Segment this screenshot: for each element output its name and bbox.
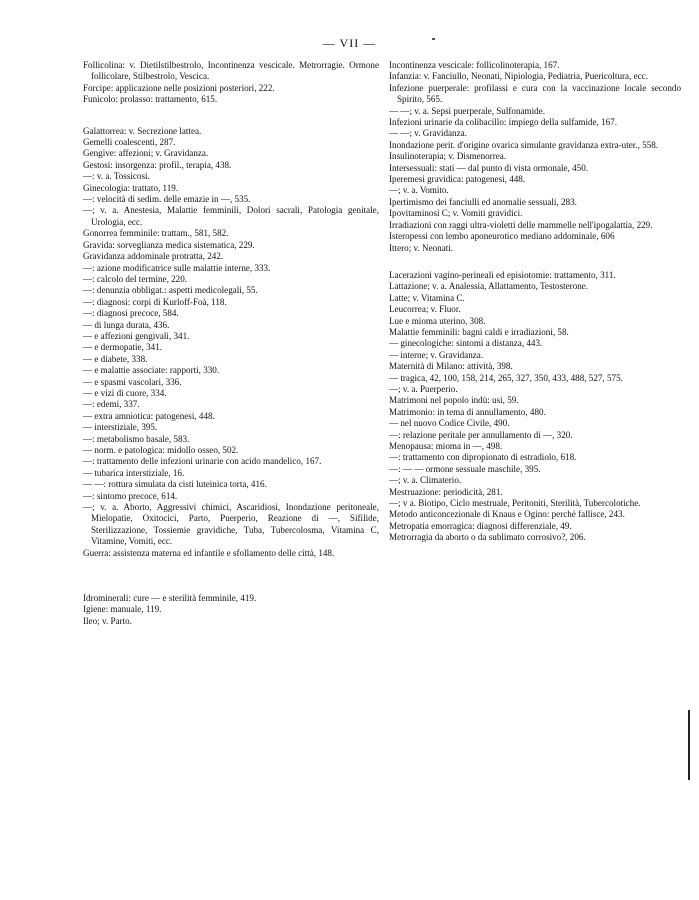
index-entry: —; v. a. Aborto, Aggressivi chimici, Ascaridiosi, Inondazione peritoneale, Mielopatie, Oxitocici, Parto, Puerperio, Reazione di —, Sifilide, Sterilizzazione, Tossiemie gravidiche, Tuba, Tubercolosma, Vitamina C, Vitamine, Vomiti, ecc. xyxy=(83,502,379,547)
index-entry: Ginecologia: trattato, 119. xyxy=(83,182,179,193)
index-entry: Inondazione perit. d'origine ovarica simulante gravidanza extra-uter., 558. xyxy=(389,139,659,150)
index-entry: Menopausa: mioma in —, 498. xyxy=(389,441,503,451)
index-entry: Leucorrea; v. Fluor. xyxy=(389,304,461,315)
index-entry: —; v a. Biotipo, Ciclo mestruale, Peritoniti, Sterilità, Tubercolotiche. xyxy=(389,498,641,509)
index-entry: Intersessuali: stati — dal punto di vista ormonale, 450. xyxy=(389,162,589,173)
index-entry: Ipertimismo dei fanciulli ed anomalie sessuali, 283. xyxy=(389,196,577,207)
index-section xyxy=(389,270,681,544)
index-entry: Gengive: affezioni; v. Gravidanza. xyxy=(83,148,209,159)
index-entry: — interne; v. Gravidanza. xyxy=(389,349,484,360)
index-entry: Iperemesi gravidica: patogenesi, 448. xyxy=(389,174,526,185)
index-section xyxy=(83,593,379,627)
index-entry: —: metabolismo basale, 583. xyxy=(83,433,190,444)
index-entry: Gonorrea femminile: trattam., 581, 582. xyxy=(83,228,229,239)
index-entry: — ginecologiche: sintomi a distanza, 443. xyxy=(389,338,543,349)
index-entry: —; v. a. Anestesia, Malattie femminili, Dolori sacrali, Patologia genitale, Urologia, ecc. xyxy=(83,205,379,227)
index-entry: Infanzia: v. Fanciullo, Neonati, Nipiologia, Pediatria, Puericoltura, ecc. xyxy=(389,71,649,82)
index-entry: —: edemi, 337. xyxy=(83,399,140,410)
index-entry: —: trattamento delle infezioni urinarie con acido mandelico, 167. xyxy=(83,456,322,467)
index-entry: —: trattamento con dipropionato di estradiolo, 618. xyxy=(389,452,577,463)
index-entry: Incontinenza vescicale: follicolinoterapia, 167. xyxy=(389,60,560,70)
index-entry: Gravida: sorveglianza medica sistematica, 229. xyxy=(83,239,255,250)
index-entry: — nel nuovo Codice Civile, 490. xyxy=(389,418,510,429)
index-entry: Igiene: manuale, 119. xyxy=(83,604,162,615)
index-entry: —; v. a. Vomito. xyxy=(389,185,449,196)
index-section xyxy=(83,126,379,559)
index-entry: —; v. a. Climaterio. xyxy=(389,475,462,486)
index-entry: —: relazione peritale per annullamento di —, 320. xyxy=(389,429,573,440)
index-entry: Matrimonio: in tema di annullamento, 480. xyxy=(389,406,546,417)
index-entry: — extra amniotica: patogenesi, 448. xyxy=(83,410,215,421)
index-entry: Ileo; v. Parto. xyxy=(83,615,132,626)
index-entry: —: sintomo precoce, 614. xyxy=(83,490,178,501)
index-entry: Maternità di Milano: attività, 398. xyxy=(389,361,513,372)
section-gap xyxy=(83,106,379,126)
index-entry: Gravidanza addominale protratta, 242. xyxy=(83,251,224,262)
scan-speck xyxy=(432,38,435,40)
index-entry: —: calcolo del termine, 220. xyxy=(83,273,188,284)
index-entry: — —: rottura simulata da cisti luteinica torta, 416. xyxy=(83,479,267,490)
index-entry: — tubarica interstiziale, 16. xyxy=(83,467,185,478)
index-entry: Lattazione; v. a. Analessia, Allattamento, Testosterone. xyxy=(389,281,589,292)
index-entry: Infezione puerperale: profilassi e cura con la vaccinazione locale secondo Spirito, 565. xyxy=(389,82,681,105)
index-entry: Isteropessi con lembo aponeurotico mediano addominale, 606 xyxy=(389,231,615,242)
index-entry: Forcipe: applicazione nelle posizioni posteriori, 222. xyxy=(83,82,275,93)
index-entry: Gestosi: insorgenza: profil., terapia, 438. xyxy=(83,159,232,170)
index-section xyxy=(389,60,681,254)
index-entry: — e malattie associate: rapporti, 330. xyxy=(83,365,220,376)
index-entry: — di lunga durata, 436. xyxy=(83,319,170,330)
scan-edge-mark xyxy=(688,710,690,780)
index-entry: — tragica, 42, 100, 158, 214, 265, 327, 350, 433, 488, 527, 575. xyxy=(389,372,623,383)
index-entry: Idrominerali: cure — e sterilità femminile, 419. xyxy=(83,593,257,604)
index-entry: Irradiazioni con raggi ultra-violetti delle mammelle nell'ipogalattia, 229. xyxy=(389,219,653,230)
index-entry: —: velocità di sedim. delle emazie in —, 535. xyxy=(83,194,251,205)
index-entry: —: v. a. Tossicosi. xyxy=(83,171,150,182)
index-entry: — e affezioni gengivali, 341. xyxy=(83,330,190,341)
index-entry: —; v. a. Puerperio. xyxy=(389,383,458,394)
index-entry: Metodo anticoncezionale di Knaus e Ogino: perchè fallisce, 243. xyxy=(389,509,625,520)
index-entry: Insulinoterapia; v. Dismenorrea. xyxy=(389,151,507,162)
index-entry: — —; v. Gravidanza. xyxy=(389,128,467,139)
index-column-right xyxy=(389,60,681,544)
section-gap xyxy=(83,559,379,593)
index-entry: —: azione modificatrice sulle malattie interne, 333. xyxy=(83,262,271,273)
index-entry: Infezioni urinarie da colibacillo: impiego della sulfamide, 167. xyxy=(389,117,618,128)
index-entry: — —; v. a. Sepsi puerperale, Sulfonamide. xyxy=(389,105,545,116)
index-entry: — e spasmi vascolari, 336. xyxy=(83,376,182,387)
section-gap xyxy=(389,254,681,270)
index-entry: — interstiziale, 395. xyxy=(83,422,158,433)
index-entry: Mestruazione: periodicità, 281. xyxy=(389,486,503,497)
index-entry: — norm. e patologica: midollo osseo, 502. xyxy=(83,445,239,455)
index-entry: Lue e mioma uterino, 308. xyxy=(389,315,486,326)
index-entry: Gemelli coalescenti, 287. xyxy=(83,137,176,148)
index-entry: — e dermopatie, 341. xyxy=(83,342,163,353)
index-entry: —: — — ormone sessuale maschile, 395. xyxy=(389,463,541,474)
index-entry: Metropatia emorragica: diagnosi differenziale, 49. xyxy=(389,520,572,531)
index-entry: —: diagnosi precoce, 584. xyxy=(83,308,179,319)
index-entry: Metrorragia da aborto o da sublimato corrosivo?, 206. xyxy=(389,532,586,543)
index-entry: Funicolo: prolasso: trattamento, 615. xyxy=(83,94,218,105)
index-entry: Latte; v. Vitamina C. xyxy=(389,292,465,303)
index-entry: — e vizi di cuore, 334. xyxy=(83,387,167,398)
page-number: — VII — xyxy=(322,36,377,50)
index-entry: Matrimoni nel popolo indù: usi, 59. xyxy=(389,395,519,406)
index-entry: Ipovitaminosi C; v. Vomiti gravidici. xyxy=(389,208,523,219)
index-entry: Lacerazioni vagino-perineali ed episiotomie: trattamento, 311. xyxy=(389,269,616,280)
index-entry: —: diagnosi: corpi di Kurloff-Foà, 118. xyxy=(83,296,227,307)
index-entry: Galattorrea: v. Secrezione lattea. xyxy=(83,125,202,136)
index-section xyxy=(83,60,379,106)
index-entry: —: denunzia obbligat.: aspetti medicolegali, 55. xyxy=(83,285,258,296)
index-entry: Ittero; v. Neonati. xyxy=(389,242,454,253)
index-entry: Guerra: assistenza materna ed infantile e sfollamento delle città, 148. xyxy=(83,547,335,558)
index-entry: Malattie femminili: bagni caldi e irradiazioni, 58. xyxy=(389,326,569,337)
index-column-left xyxy=(83,60,379,627)
index-entry: Follicolina: v. Dietilstilbestrolo, Incontinenza vescicale. Metrorragie. Ormone follicolare, Stilbestrolo, Vescica. xyxy=(83,60,379,82)
index-entry: — e diabete, 338. xyxy=(83,353,148,364)
